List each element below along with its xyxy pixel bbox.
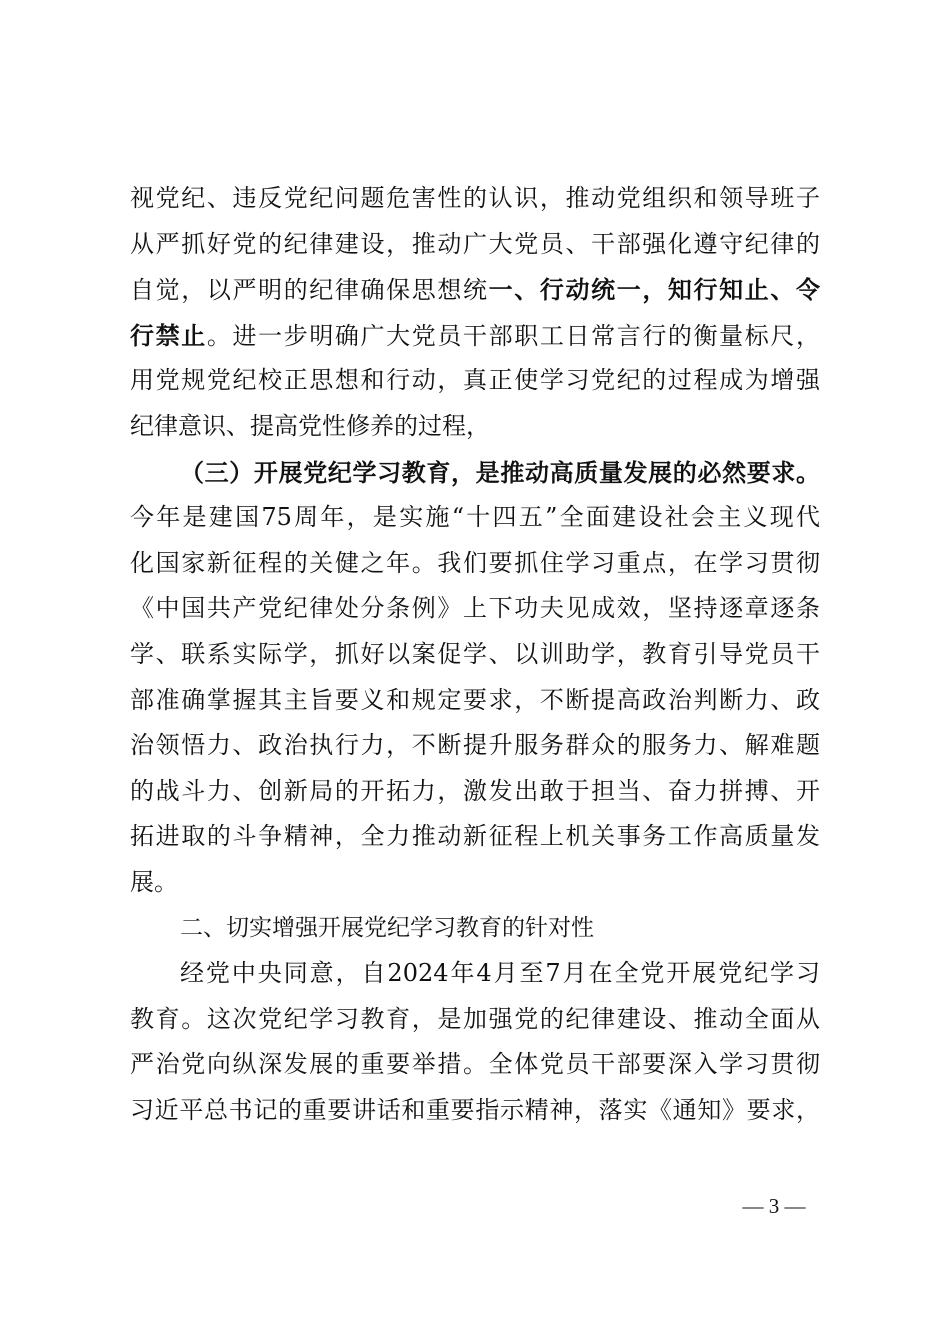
text-line — [130, 313, 820, 359]
text-line — [130, 723, 820, 769]
text-line — [130, 814, 820, 860]
text-run: 《中国共产党纪律处分条例》上下功夫见成效，坚持逐章逐条 — [130, 594, 820, 623]
text-line — [130, 906, 820, 952]
heading-text: 二、切实增强开展党纪学习教育的针对性 — [180, 914, 594, 941]
text-line — [130, 267, 820, 313]
text-run: 部准确掌握其主旨要义和规定要求，不断提高政治判断力、政 — [130, 685, 820, 714]
document-body — [130, 176, 820, 1133]
text-run: 教育。这次党纪学习教育，是加强党的纪律建设、推动全面从 — [130, 1004, 820, 1033]
subheading-text: （三）开展党纪学习教育，是推动高质量发展的必然要求。 — [180, 457, 820, 487]
text-line — [130, 951, 820, 997]
text-run: 学、联系实际学，抓好以案促学、以训助学，教育引导党员干 — [130, 639, 820, 668]
text-line — [130, 997, 820, 1043]
text-run: 视党纪、违反党纪问题危害性的认识，推动党组织和领导班子 — [130, 184, 820, 212]
text-line — [130, 176, 820, 222]
text-run: 纪律意识、提高党性修养的过程， — [130, 411, 490, 440]
text-run: 自觉，以严明的纪律确保思想统 — [130, 276, 489, 305]
text-line — [130, 860, 820, 906]
text-run: 展。 — [130, 867, 178, 896]
paragraph — [130, 450, 820, 906]
text-run: 严治党向纵深发展的重要举措。全体党员干部要深入学习贯彻 — [130, 1050, 820, 1079]
bold-text-run: 一、行动统一，知行知止、令 — [488, 275, 821, 305]
text-run: 的战斗力、创新局的开拓力，激发出敢于担当、奋力拼搏、开 — [130, 776, 820, 805]
text-run: 治领悟力、政治执行力，不断提升服务群众的服务力、解难题 — [130, 731, 820, 760]
section-heading — [130, 906, 820, 952]
text-line — [130, 632, 820, 678]
text-line — [130, 541, 820, 587]
text-line — [130, 495, 820, 541]
text-line — [130, 404, 820, 450]
text-run: 用党规党纪校正思想和行动，真正使学习党纪的过程成为增强 — [130, 366, 820, 395]
page-number: — 3 — — [742, 1194, 806, 1218]
text-line — [130, 450, 820, 496]
text-line — [130, 586, 820, 632]
text-line — [130, 358, 820, 404]
text-run: 化国家新征程的关健之年。我们要抓住学习重点，在学习贯彻 — [130, 548, 820, 577]
text-line — [130, 769, 820, 815]
text-line — [130, 1042, 820, 1088]
text-run: 拓进取的斗争精神，全力推动新征程上机关事务工作高质量发 — [130, 822, 820, 851]
text-line — [130, 222, 820, 268]
text-run: 从严抓好党的纪律建设，推动广大党员、干部强化遵守纪律的 — [130, 229, 820, 258]
text-run: 。进一步明确广大党员干部职工日常言行的衡量标尺， — [206, 321, 821, 350]
paragraph — [130, 176, 820, 450]
text-line — [130, 1088, 820, 1134]
text-run: 今年是建国75周年，是实施“十四五”全面建设社会主义现代 — [130, 503, 820, 532]
bold-text-run: 行禁止 — [130, 320, 207, 350]
paragraph — [130, 951, 820, 1133]
text-line — [130, 678, 820, 724]
text-run: 经党中央同意，自2024年4月至7月在全党开展党纪学习 — [180, 959, 820, 988]
text-run: 习近平总书记的重要讲话和重要指示精神，落实《通知》要求， — [130, 1095, 820, 1124]
